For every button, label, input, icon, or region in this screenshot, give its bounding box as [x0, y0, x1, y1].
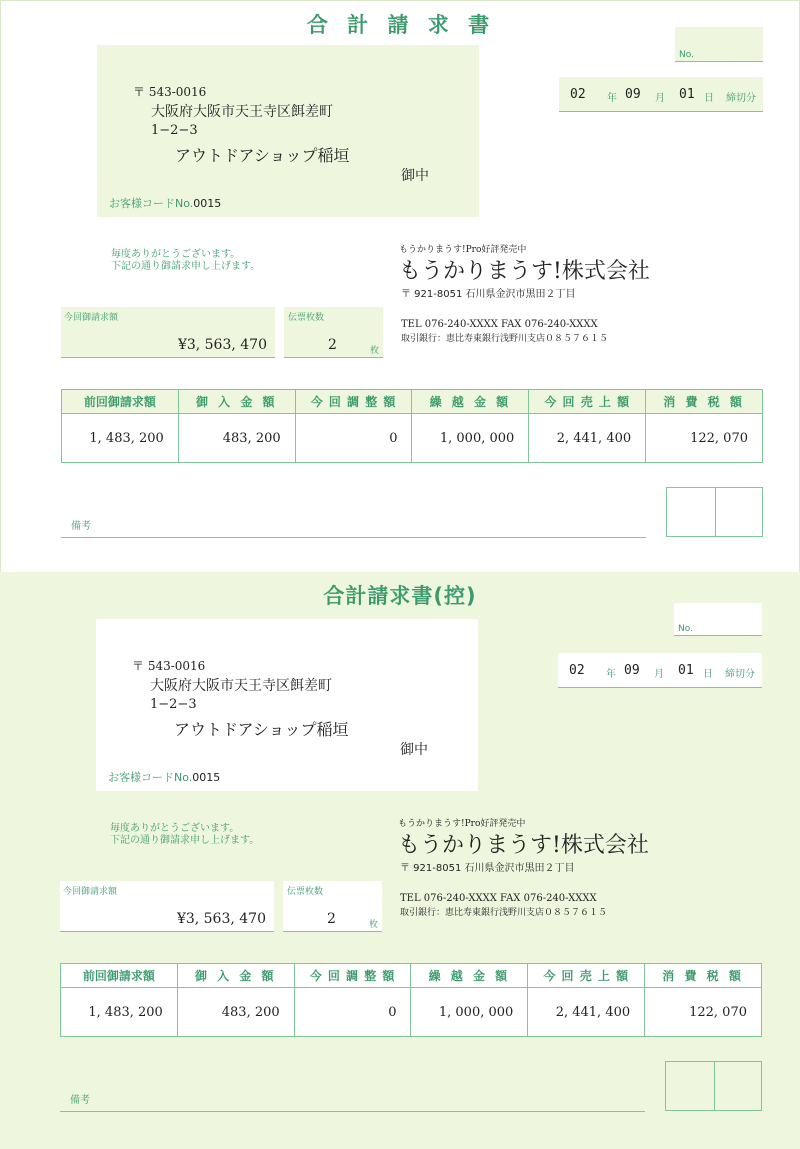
billing-amount-box [61, 307, 275, 358]
greeting [111, 249, 260, 273]
issuer-tagline: もうかりまうす!Pro好評発売中 [398, 819, 526, 829]
date-closing-label: 締切分 [726, 93, 756, 104]
summary-value: 122, 070 [646, 414, 763, 463]
summary-header: 御 入 金 額 [178, 390, 295, 414]
recipient-address-line2: 1−2−3 [151, 123, 198, 138]
closing-date-box [558, 653, 762, 688]
customer-code-value: 0015 [193, 197, 222, 210]
issuer-block [398, 816, 649, 918]
summary-header: 前回御請求額 [61, 964, 178, 988]
closing-date-box [559, 77, 763, 112]
summary-value: 1, 000, 000 [411, 988, 528, 1037]
summary-value: 2, 441, 400 [529, 414, 646, 463]
issuer-name: もうかりまうす!株式会社 [399, 259, 650, 284]
issuer-tel-fax: TEL 076-240-XXXX FAX 076-240-XXXX [401, 319, 598, 330]
issuer-address: 〒 921-8051 石川県金沢市黒田２丁目 [401, 289, 576, 300]
billing-amount-box [60, 881, 274, 932]
greeting-line1: 毎度ありがとうございます。 [110, 823, 240, 834]
issuer-address: 〒 921-8051 石川県金沢市黒田２丁目 [400, 863, 575, 874]
date-month-label: 月 [655, 93, 665, 104]
summary-header: 今 回 売 上 額 [528, 964, 645, 988]
summary-header: 今 回 調 整 額 [295, 390, 412, 414]
summary-value: 483, 200 [178, 414, 295, 463]
billing-amount-label: 今回御請求額 [63, 887, 118, 897]
greeting-line1: 毎度ありがとうございます。 [111, 249, 241, 260]
remarks-label: 備考 [71, 521, 91, 532]
date-month: 09 [624, 663, 640, 678]
summary-header: 繰 越 金 額 [412, 390, 529, 414]
date-year: 02 [570, 87, 586, 102]
summary-header: 今 回 調 整 額 [294, 964, 411, 988]
summary-value: 122, 070 [645, 988, 762, 1037]
slip-count-label: 伝票枚数 [287, 887, 324, 897]
seal-boxes [666, 487, 763, 537]
summary-header: 消 費 税 額 [645, 964, 762, 988]
summary-header: 消 費 税 額 [646, 390, 763, 414]
invoice-number-label: No. [679, 50, 694, 60]
date-day-label: 日 [703, 669, 713, 680]
greeting-line2: 下記の通り御請求申し上げます。 [110, 835, 260, 846]
greeting [110, 823, 259, 847]
recipient-honorific: 御中 [400, 742, 428, 758]
customer-code-label: お客様コードNo. [108, 771, 193, 784]
date-day: 01 [678, 663, 694, 678]
billing-amount-value: ¥3, 563, 470 [176, 911, 266, 927]
slip-count-unit: 枚 [369, 346, 379, 356]
issuer-bank: 取引銀行：恵比寿東銀行浅野川支店０８５７６１５ [401, 334, 609, 344]
slip-count-box [284, 307, 383, 358]
summary-header: 繰 越 金 額 [411, 964, 528, 988]
summary-value: 1, 483, 200 [61, 988, 178, 1037]
recipient-address-line1: 大阪府大阪市天王寺区餌差町 [151, 104, 333, 120]
summary-header-row [62, 390, 763, 414]
customer-code-value: 0015 [192, 771, 221, 784]
summary-value: 0 [294, 988, 411, 1037]
recipient-address-line1: 大阪府大阪市天王寺区餌差町 [150, 678, 332, 694]
slip-count-value: 2 [328, 337, 337, 353]
recipient-address-line2: 1−2−3 [150, 697, 197, 712]
remarks-field [61, 515, 646, 538]
invoice-copy-title: 合計請求書(控) [323, 584, 477, 608]
recipient-address-box [96, 619, 478, 791]
recipient-address-box [97, 45, 479, 217]
invoice-copy [0, 572, 800, 1149]
date-year: 02 [569, 663, 585, 678]
date-day-label: 日 [704, 93, 714, 104]
invoice-number-label: No. [678, 624, 693, 634]
recipient-postal-code: 〒 543-0016 [132, 659, 206, 673]
date-month: 09 [625, 87, 641, 102]
customer-code [109, 195, 221, 211]
summary-value-row [62, 414, 763, 463]
summary-value: 483, 200 [177, 988, 294, 1037]
customer-code-label: お客様コードNo. [109, 197, 194, 210]
issuer-tagline: もうかりまうす!Pro好評発売中 [399, 245, 527, 255]
customer-code [108, 769, 220, 785]
issuer-block [399, 242, 650, 344]
recipient-honorific: 御中 [401, 168, 429, 184]
remarks-field [60, 1089, 645, 1112]
date-closing-label: 締切分 [725, 669, 755, 680]
invoice-number-box [674, 603, 762, 636]
summary-header: 御 入 金 額 [177, 964, 294, 988]
summary-value: 2, 441, 400 [528, 988, 645, 1037]
remarks-label: 備考 [70, 1095, 90, 1106]
slip-count-value: 2 [327, 911, 336, 927]
summary-table [60, 963, 762, 1037]
billing-amount-label: 今回御請求額 [64, 313, 119, 323]
date-month-label: 月 [654, 669, 664, 680]
summary-value-row [61, 988, 762, 1037]
summary-value: 1, 000, 000 [412, 414, 529, 463]
issuer-bank: 取引銀行：恵比寿東銀行浅野川支店０８５７６１５ [400, 908, 608, 918]
summary-value: 0 [295, 414, 412, 463]
recipient-name: アウトドアショップ稲垣 [174, 720, 349, 739]
slip-count-unit: 枚 [368, 920, 378, 930]
issuer-tel-fax: TEL 076-240-XXXX FAX 076-240-XXXX [400, 893, 597, 904]
summary-header-row [61, 964, 762, 988]
date-year-label: 年 [607, 93, 617, 104]
recipient-name: アウトドアショップ稲垣 [175, 146, 350, 165]
greeting-line2: 下記の通り御請求申し上げます。 [111, 261, 261, 272]
summary-table [61, 389, 763, 463]
slip-count-box [283, 881, 382, 932]
summary-value: 1, 483, 200 [62, 414, 179, 463]
invoice-number-box [675, 27, 763, 62]
issuer-name: もうかりまうす!株式会社 [398, 833, 649, 858]
billing-amount-value: ¥3, 563, 470 [177, 337, 267, 353]
date-year-label: 年 [606, 669, 616, 680]
date-day: 01 [679, 87, 695, 102]
slip-count-label: 伝票枚数 [288, 313, 325, 323]
summary-header: 今 回 売 上 額 [529, 390, 646, 414]
recipient-postal-code: 〒 543-0016 [133, 85, 207, 99]
summary-header: 前回御請求額 [62, 390, 179, 414]
invoice-title: 合 計 請 求 書 [306, 13, 496, 37]
seal-boxes [665, 1061, 762, 1111]
